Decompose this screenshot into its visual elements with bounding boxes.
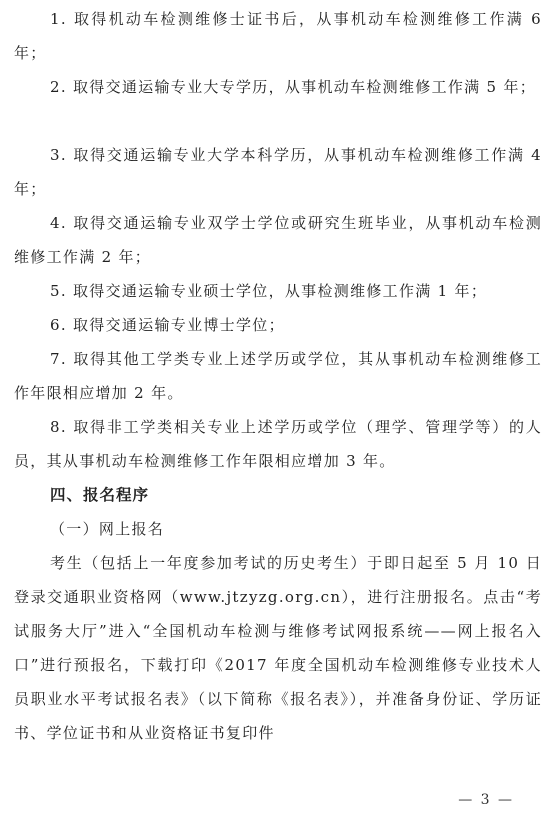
list-item-4: 4. 取得交通运输专业双学士学位或研究生班毕业，从事机动车检测维修工作满 2 年； xyxy=(14,214,542,266)
subsection-heading: （一）网上报名 xyxy=(50,520,165,538)
section-heading: 四、报名程序 xyxy=(50,486,150,504)
body-paragraph: 考生（包括上一年度参加考试的历史考生）于即日起至 5 月 10 日登录交通职业资格网（www.jtzyzg.org.cn），进行注册报名。点击“考试服务大厅”进入“全国机动车检测与维修考试网报系统——网上报名入口”进行预报名，下载打印《2017 年度全国机动车检测维修专业技术人员职业水平考试报名表》（以下简称《报名表》），并准备身份证、学历证书、学位证书和从业资格证书复印件 xyxy=(14,554,542,742)
page-number: — 3 — xyxy=(458,792,514,808)
list-item-8: 8. 取得非工学类相关专业上述学历或学位（理学、管理学等）的人员，其从事机动车检测维修工作年限相应增加 3 年。 xyxy=(14,418,542,470)
list-item-6: 6. 取得交通运输专业博士学位； xyxy=(50,316,285,334)
list-item-3: 3. 取得交通运输专业大学本科学历，从事机动车检测维修工作满 4 年； xyxy=(14,146,542,198)
list-item-5: 5. 取得交通运输专业硕士学位，从事检测维修工作满 1 年； xyxy=(50,282,488,300)
list-item-7: 7. 取得其他工学类专业上述学历或学位，其从事机动车检测维修工作年限相应增加 2 年。 xyxy=(14,350,542,402)
list-item-1: 1. 取得机动车检测维修士证书后，从事机动车检测维修工作满 6 年； xyxy=(14,10,542,62)
list-item-2: 2. 取得交通运输专业大专学历，从事机动车检测维修工作满 5 年； xyxy=(50,78,537,96)
